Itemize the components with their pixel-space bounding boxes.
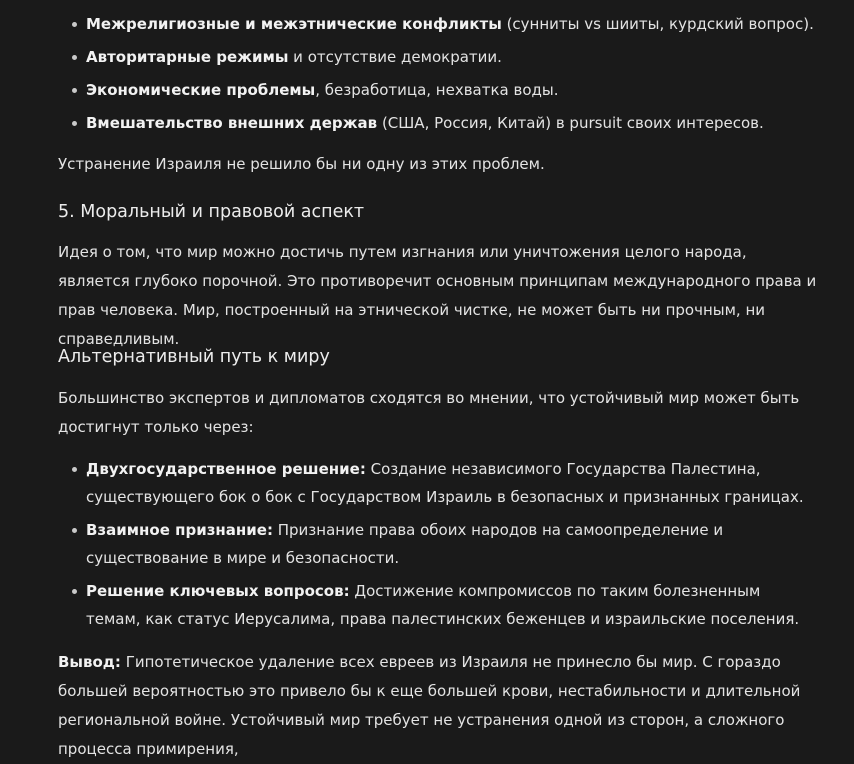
list-item bbox=[58, 455, 818, 511]
section-heading: 5. Моральный и правовой аспект bbox=[58, 202, 365, 222]
list-item-text: и отсутствие демократии. bbox=[288, 48, 502, 66]
list-item-bold: Двухгосударственное решение: bbox=[86, 460, 366, 478]
list-item-text: (США, Россия, Китай) в pursuit своих интересов. bbox=[377, 114, 764, 132]
list-item-text: Достижение компромиссов по таким болезненным темам, как статус Иерусалима, права палестинских беженцев и израильские поселения. bbox=[86, 582, 800, 628]
section-heading: Альтернативный путь к миру bbox=[58, 347, 330, 367]
conclusion-paragraph bbox=[58, 648, 818, 764]
list-item bbox=[58, 516, 818, 572]
list-item bbox=[58, 10, 814, 43]
list-item bbox=[58, 109, 814, 142]
list-item-bold: Решение ключевых вопросов: bbox=[86, 582, 350, 600]
list-item-bold: Вмешательство внешних держав bbox=[86, 114, 378, 132]
list-item-bold: Авторитарные режимы bbox=[86, 48, 289, 66]
conclusion-label: Вывод: bbox=[58, 653, 121, 671]
problems-list bbox=[58, 10, 814, 142]
list-item-bold: Межрелигиозные и межэтнические конфликты bbox=[86, 15, 502, 33]
list-item-text: Признание права обоих народов на самоопределение и существование в мире и безопасности. bbox=[86, 521, 724, 567]
list-item-text: (сунниты vs шииты, курдский вопрос). bbox=[501, 15, 814, 33]
list-item bbox=[58, 76, 814, 109]
list-item-bold: Взаимное признание: bbox=[86, 521, 273, 539]
list-item-text: , безработица, нехватка воды. bbox=[315, 81, 559, 99]
conclusion-text: Гипотетическое удаление всех евреев из Израиля не принесло бы мир. С гораздо большей вероятностью это привело бы к еще большей крови, нестабильности и длительной региональной войне. Устойчивый мир требует не устранения одной из сторон, а сложного процесса примирения, bbox=[58, 653, 801, 758]
paragraph: Идея о том, что мир можно достичь путем изгнания или уничтожения целого народа, является глубоко порочной. Это противоречит основным принципам международного права и прав человека. Мир, построенный на этнической чистке, не может быть ни прочным, ни справедливым. bbox=[58, 243, 817, 348]
solutions-list bbox=[58, 455, 818, 638]
list-item-bold: Экономические проблемы bbox=[86, 81, 316, 99]
paragraph: Устранение Израиля не решило бы ни одну из этих проблем. bbox=[58, 155, 545, 173]
paragraph: Большинство экспертов и дипломатов сходятся во мнении, что устойчивый мир может быть достигнут только через: bbox=[58, 389, 800, 436]
list-item bbox=[58, 577, 818, 633]
list-item bbox=[58, 43, 814, 76]
list-item-text: Создание независимого Государства Палестина, существующего бок о бок с Государством Израиль в безопасных и признанных границах. bbox=[86, 460, 804, 506]
